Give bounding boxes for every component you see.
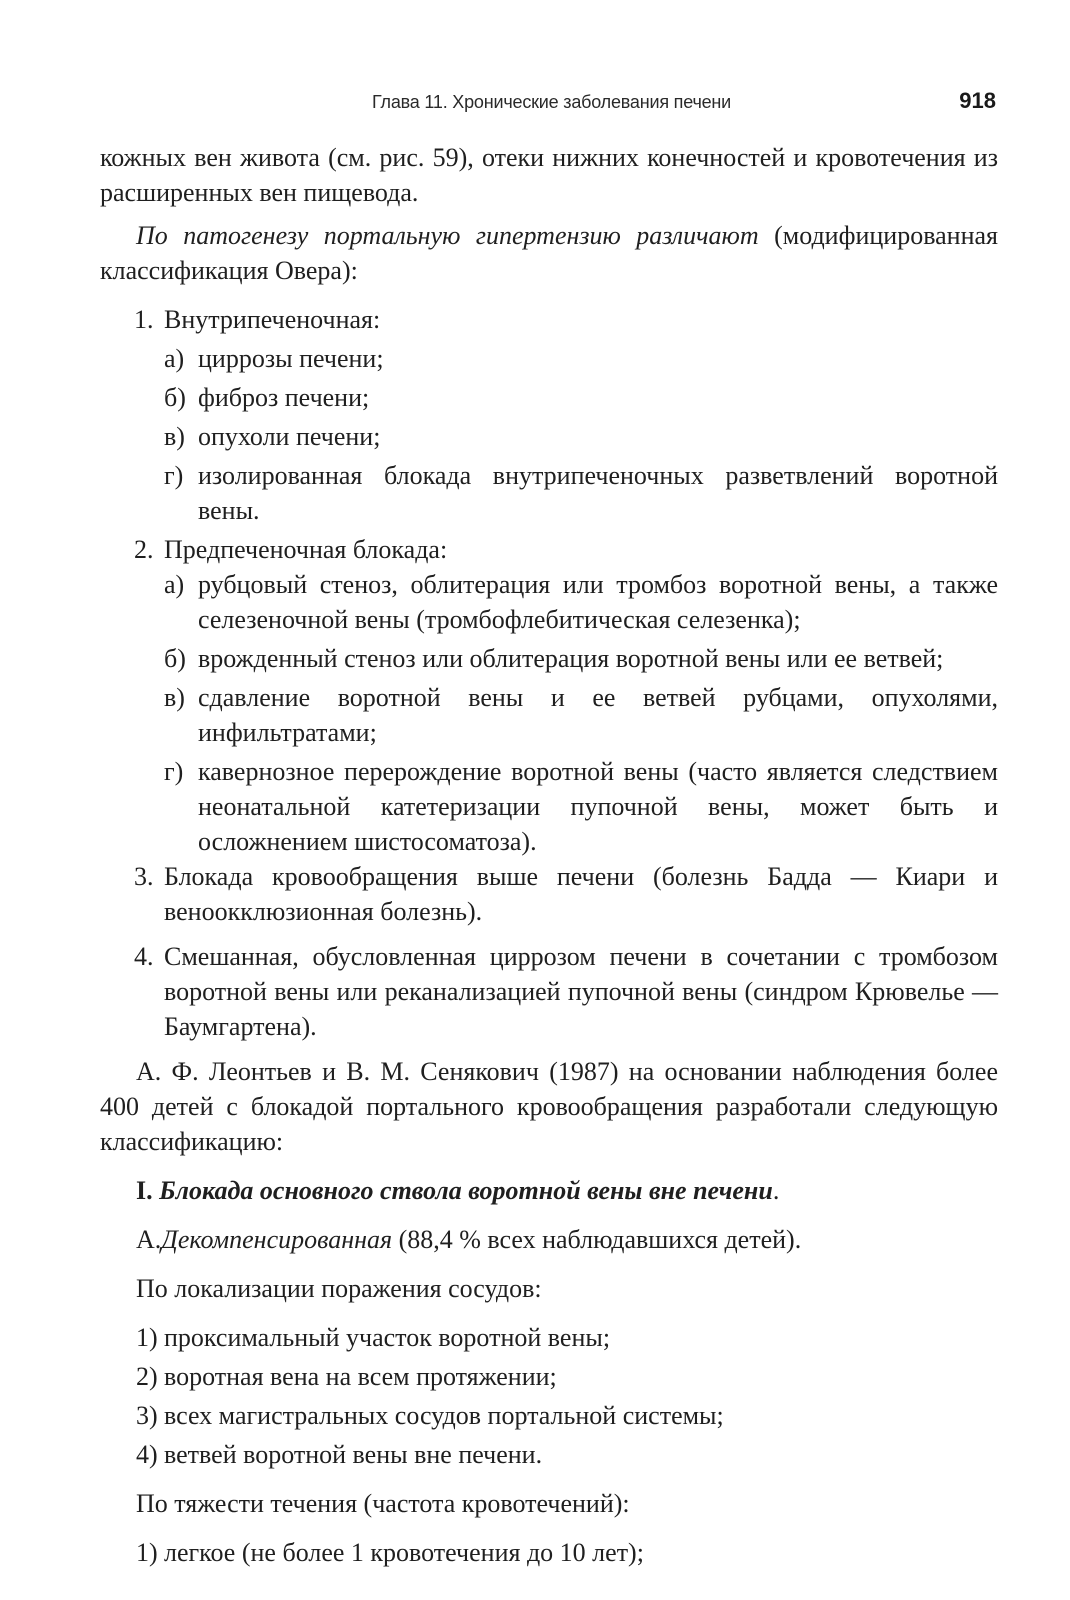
sublist-marker: г) xyxy=(164,461,184,490)
list-item-text: воротная вена на всем протяжении; xyxy=(164,1362,557,1391)
list-item-text: Предпеченочная блокада: xyxy=(164,535,448,564)
sublist-item-2d xyxy=(100,754,998,859)
sublist-marker: а) xyxy=(164,344,185,373)
sublist-marker: а) xyxy=(164,570,185,599)
list-marker: 1) xyxy=(136,1323,158,1352)
list-marker: 1) xyxy=(136,1538,158,1567)
sublist-text: циррозы печени; xyxy=(198,344,384,373)
list-marker: 2. xyxy=(134,535,154,564)
localization-item-3 xyxy=(100,1398,998,1433)
localization-item-2 xyxy=(100,1359,998,1394)
severity-heading: По тяжести течения (частота кровотечений): xyxy=(136,1489,630,1518)
sublist-text: фиброз печени; xyxy=(198,383,370,412)
severity-item-1 xyxy=(100,1535,998,1570)
localization-heading: По локализации поражения сосудов: xyxy=(136,1274,542,1303)
list-marker: 4. xyxy=(134,942,154,971)
list-item-text: Внутрипеченочная: xyxy=(164,305,381,334)
subsection-rest: (88,4 % всех наблюдавшихся детей). xyxy=(392,1225,802,1254)
sublist-item-1a xyxy=(100,341,998,376)
localization-item-1 xyxy=(100,1320,998,1355)
pathogenesis-lead: По патогенезу портальную гипертензию различают xyxy=(136,221,759,250)
list-item-text: ветвей воротной вены вне печени. xyxy=(164,1440,543,1469)
sublist-item-1b xyxy=(100,380,998,415)
page-header xyxy=(0,88,1070,118)
list-marker: 3) xyxy=(136,1401,158,1430)
sublist-marker: в) xyxy=(164,683,185,712)
list-marker: 2) xyxy=(136,1362,158,1391)
sublist-marker: в) xyxy=(164,422,185,451)
sublist-text: врожденный стеноз или облитерация воротной вены или ее ветвей; xyxy=(198,644,944,673)
sublist-marker: г) xyxy=(164,757,184,786)
page-body xyxy=(100,140,998,1570)
section-period: . xyxy=(772,1176,780,1205)
section-heading-I xyxy=(100,1173,998,1208)
list-item-text: Блокада кровообращения выше печени (болезнь Бадда — Киари и веноокклюзионная болезнь). xyxy=(164,862,998,926)
running-title: Глава 11. Хронические заболевания печени xyxy=(372,92,732,112)
sublist-item-1c xyxy=(100,419,998,454)
list-item-2 xyxy=(100,532,998,567)
subsection-marker: А. xyxy=(136,1225,162,1254)
paragraph-leontiev: А. Ф. Леонтьев и В. М. Сенякович (1987) на основании наблюдения более 400 детей с блокадой портального кровообращения разработали следующую классификацию: xyxy=(100,1057,998,1156)
section-title: Блокада основного ствола воротной вены вне печени xyxy=(159,1176,773,1205)
subsection-title: Декомпенсированная xyxy=(161,1225,393,1254)
sublist-text: опухоли печени; xyxy=(198,422,381,451)
sublist-marker: б) xyxy=(164,644,186,673)
sublist-text: изолированная блокада внутрипеченочных разветвлений воротной вены. xyxy=(198,461,998,525)
list-marker: 3. xyxy=(134,862,154,891)
list-item-text: проксимальный участок воротной вены; xyxy=(164,1323,611,1352)
subsection-A xyxy=(100,1222,998,1257)
list-marker: 4) xyxy=(136,1440,158,1469)
sublist-text: кавернозное перерождение воротной вены (часто является следствием неонатальной катетеризации пупочной вены, может быть и осложнением шистосоматоза). xyxy=(198,757,998,856)
paragraph-continuation: кожных вен живота (см. рис. 59), отеки нижних конечностей и кровотечения из расширенных вен пищевода. xyxy=(100,143,998,207)
localization-item-4 xyxy=(100,1437,998,1472)
sublist-item-2c xyxy=(100,680,998,750)
sublist-marker: б) xyxy=(164,383,186,412)
sublist-item-2b xyxy=(100,641,998,676)
list-item-text: легкое (не более 1 кровотечения до 10 лет); xyxy=(164,1538,644,1567)
sublist-item-1d xyxy=(100,458,998,528)
list-item-3 xyxy=(100,859,998,929)
sublist-text: сдавление воротной вены и ее ветвей рубцами, опухолями, инфильтратами; xyxy=(198,683,998,747)
paragraph-pathogenesis xyxy=(100,218,998,288)
list-item-1 xyxy=(100,302,998,337)
list-item-text: всех магистральных сосудов портальной системы; xyxy=(164,1401,724,1430)
page-number: 918 xyxy=(959,88,996,113)
sublist-text: рубцовый стеноз, облитерация или тромбоз воротной вены, а также селезеночной вены (тромбофлебитическая селезенка); xyxy=(198,570,998,634)
list-item-4 xyxy=(100,939,998,1044)
list-marker: 1. xyxy=(134,305,154,334)
list-item-text: Смешанная, обусловленная циррозом печени в сочетании с тромбозом воротной вены или реканализацией пупочной вены (синдром Крювелье — Баумгартена). xyxy=(164,942,998,1041)
section-marker: I. xyxy=(136,1176,153,1205)
pathogenesis-rest: (модифицированная классификация Овера): xyxy=(100,221,998,285)
sublist-item-2a xyxy=(100,567,998,637)
